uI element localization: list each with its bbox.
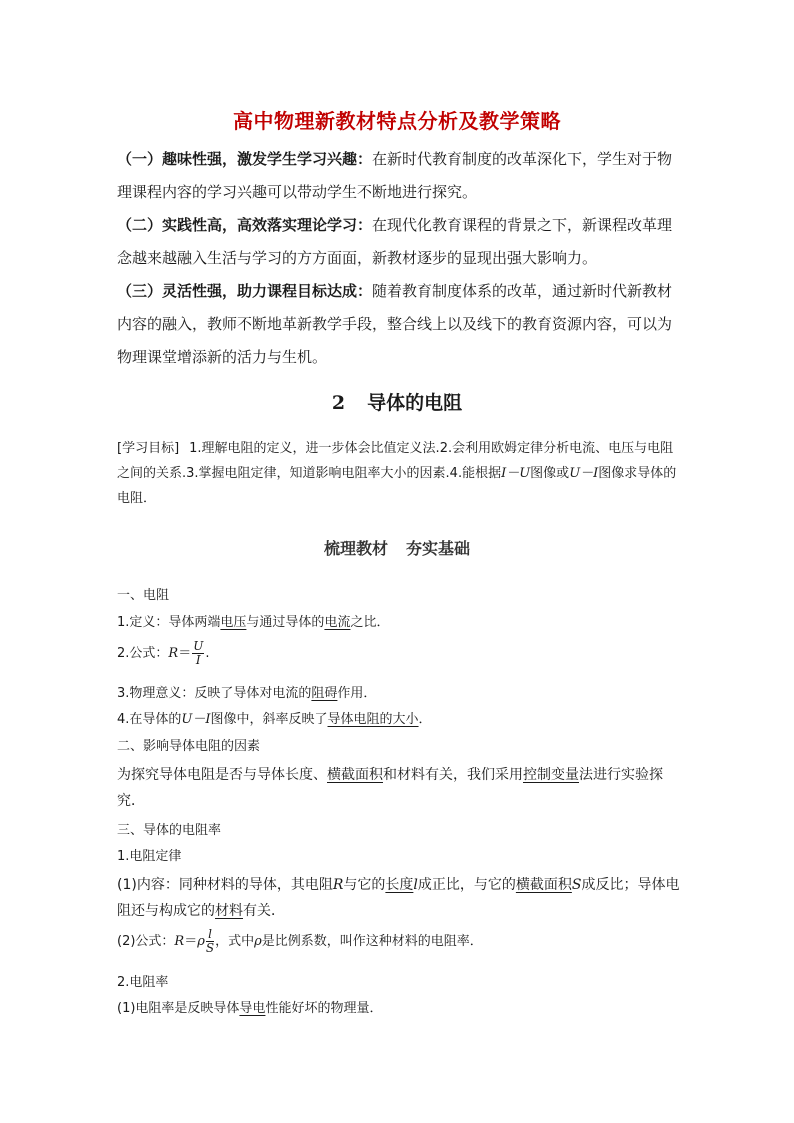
law-heading: 1.电阻定律 [117, 849, 182, 864]
intro-lead-1: （一）趣味性强，激发学生学习兴趣： [117, 150, 373, 168]
rho1-post: 性能好坏的物理量． [265, 1001, 383, 1016]
resistivity-line-1 [117, 998, 683, 1020]
explore-area: 横截面积 [327, 767, 383, 783]
formula-post: . [205, 646, 210, 661]
formula-r: R [168, 646, 179, 661]
explore-mid: 和材料有关，我们采用 [383, 767, 523, 783]
def-pre: 1.定义：导体两端 [117, 615, 221, 630]
def-post: 之比． [350, 615, 390, 630]
learning-goals [117, 436, 683, 511]
law-formula-rho: ρ [197, 934, 205, 949]
slope-line [117, 709, 683, 731]
def-mid: 与通过导体的 [246, 615, 325, 630]
fraction-denominator-s: S [205, 941, 215, 955]
definition-line [117, 612, 683, 634]
law-area: 横截面积 [515, 877, 572, 893]
formula-line [117, 640, 683, 667]
law-material: 材料 [215, 903, 243, 919]
math-l: l [413, 877, 418, 893]
rho1-conduct: 导电 [239, 1001, 266, 1016]
law-formula-eq: ＝ [184, 934, 198, 949]
slope-answer: 导体电阻的大小 [327, 712, 419, 727]
meaning-post: 作用． [337, 686, 377, 701]
meaning-pre: 3.物理意义：反映了导体对电流的 [117, 686, 312, 701]
law-formula-post: 是比例系数，叫作这种材料的电阻率． [261, 934, 483, 949]
meaning-line [117, 683, 683, 705]
fraction-numerator: U [193, 639, 204, 653]
intro-text-2: 在现代化教育课程的背景之下，新课程改革理念越来越融入生活与学习的方方面面，新教材逐步的显现出强大影响力。 [117, 216, 673, 267]
slope-pre: 4.在导体的 [117, 712, 182, 727]
learning-goals-text-1: 1.理解电阻的定义，进一步体会比值定义法.2.会利用欧姆定律分析电流、电压与电阻之间的关系.3.掌握电阻定律，知道影响电阻率大小的因素.4.能根据 [117, 441, 674, 481]
intro-paragraph-1 [117, 143, 683, 209]
fraction-denominator: I [195, 653, 201, 667]
law-b: 成正比，与它的 [417, 877, 516, 893]
subsection-title [0, 536, 794, 559]
meaning-hinder: 阻碍 [311, 686, 338, 701]
explore-control: 控制变量 [523, 767, 579, 783]
law-formula-mid: ，式中 [215, 934, 255, 949]
document-title: 高中物理新教材特点分析及教学策略 [233, 109, 561, 133]
slope-post: ． [418, 712, 432, 727]
explore-post: 法进行实验探究． [117, 767, 663, 809]
math-u-i: U－I [569, 466, 599, 481]
intro-paragraph-3 [117, 275, 683, 374]
intro-text-1: 在新时代教育制度的改革深化下，学生对于物理课程内容的学习兴趣可以带动学生不断地进行探究。 [117, 150, 673, 201]
rho1-pre: (1)电阻率是反映导体 [117, 1001, 240, 1016]
math-u-i-2: U－I [181, 712, 211, 727]
intro-paragraph-2 [117, 209, 683, 275]
law-c: 成反比；导体电阻还与构成它的 [117, 877, 680, 919]
learning-goals-text-2: 图像或 [530, 466, 570, 481]
subsection-title-a: 梳理教材 [323, 539, 388, 558]
subsection-title-b: 夯实基础 [406, 539, 471, 558]
heading-resistivity: 三、导体的电阻率 [117, 823, 222, 838]
intro-lead-2: （二）实践性高，高效落实理论学习： [117, 216, 373, 234]
math-i-u: I－U [501, 466, 531, 481]
learning-goals-tag: [学习目标] [117, 441, 180, 456]
explore-paragraph [117, 762, 683, 814]
learning-goals-text-3: 图像求导体的电阻． [117, 466, 677, 506]
law-post: 有关． [243, 903, 285, 919]
section-number: 2 [331, 392, 346, 414]
formula-eq: ＝ [178, 646, 192, 661]
intro-lead-3: （三）灵活性强，助力课程目标达成： [117, 282, 373, 300]
fraction-u-over-i [192, 640, 204, 667]
def-voltage: 电压 [220, 615, 247, 630]
math-s: S [571, 877, 582, 893]
slope-mid: 图像中，斜率反映了 [210, 712, 328, 727]
heading-factors: 二、影响导体电阻的因素 [117, 739, 261, 754]
intro-text-3: 随着教育制度体系的改革，通过新时代新教材内容的融入，教师不断地革新教学手段，整合线上以及线下的教育资源内容，可以为物理课堂增添新的活力与生机。 [117, 282, 673, 366]
fraction-l-over-s [206, 928, 214, 955]
explore-pre: 为探究导体电阻是否与导体长度、 [117, 767, 327, 783]
law-formula-line [117, 928, 683, 955]
math-r: R [332, 877, 344, 893]
law-a: 与它的 [343, 877, 386, 893]
law-formula-rho-2: ρ [254, 934, 262, 949]
def-current: 电流 [324, 615, 351, 630]
law-formula-r: R [174, 934, 185, 949]
heading-resistance: 一、电阻 [117, 588, 170, 603]
fraction-numerator-l: l [206, 928, 214, 942]
section-title-text: 导体的电阻 [367, 392, 463, 414]
law-pre: (1)内容：同种材料的导体，其电阻 [117, 877, 333, 893]
section-title [0, 388, 794, 415]
law-formula-pre: (2)公式： [117, 934, 175, 949]
law-content-paragraph [117, 872, 683, 924]
resistivity-heading: 2.电阻率 [117, 975, 169, 990]
formula-pre: 2.公式： [117, 646, 169, 661]
law-length: 长度 [385, 877, 414, 893]
